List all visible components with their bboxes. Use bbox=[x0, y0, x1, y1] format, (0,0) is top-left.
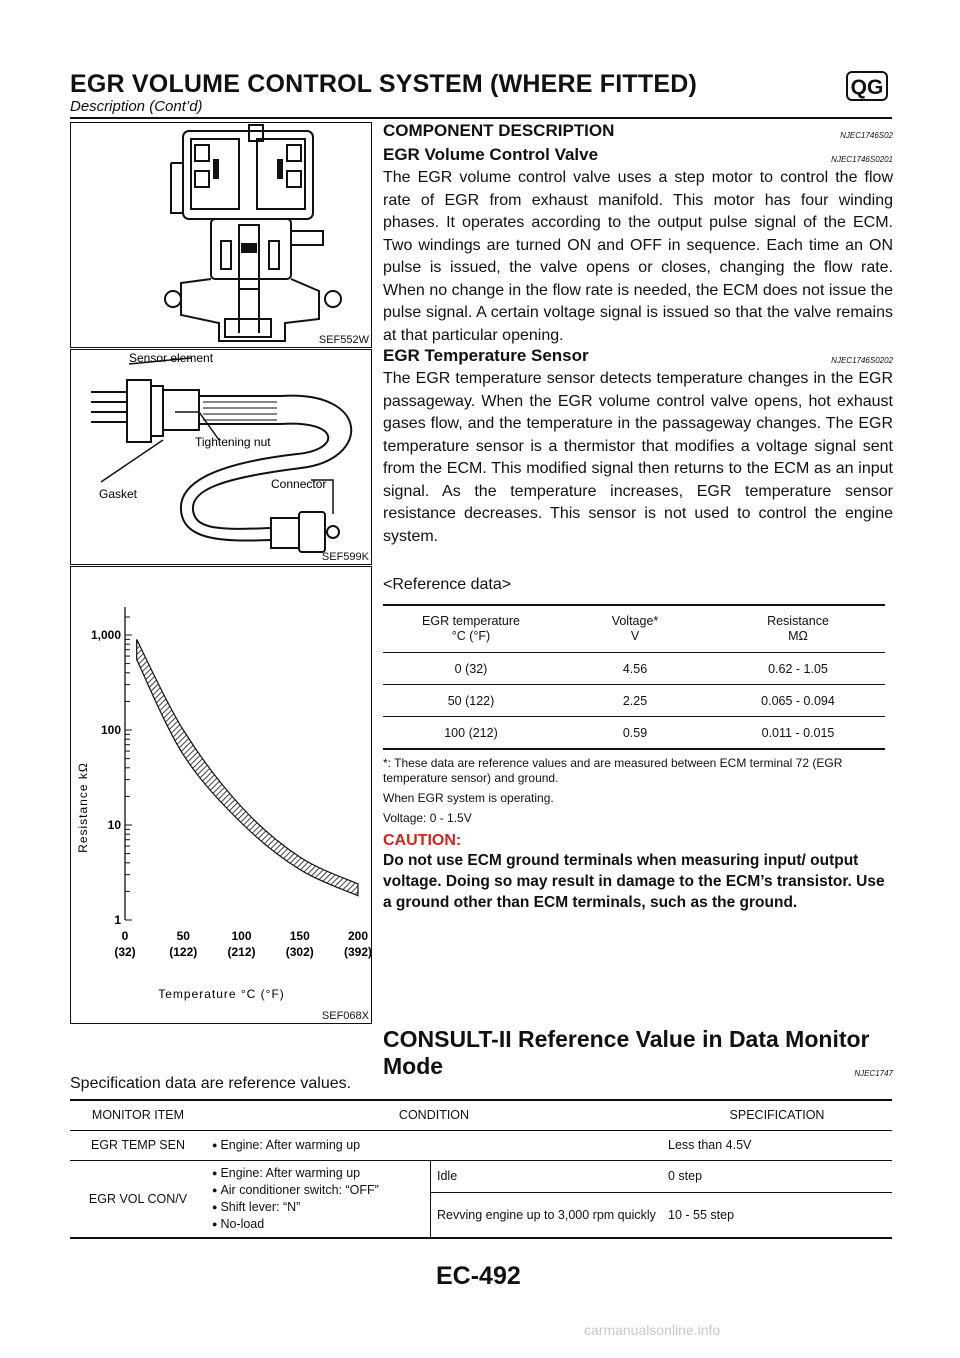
ref-col-resistance: Resistance MΩ bbox=[767, 614, 829, 643]
col-specification: SPECIFICATION bbox=[662, 1100, 892, 1130]
sensor-code: NJEC1746S0202 bbox=[831, 356, 893, 365]
ref-cell: 4.56 bbox=[559, 653, 711, 685]
table-row bbox=[70, 1160, 892, 1192]
sensor-description: The EGR temperature sensor detects temperature changes in the EGR passageway. When the EGR volume control valve opens, hot exhaust gases flow, and the temperature in the passageway changes. The EGR temperature sensor is a thermistor that modifies a voltage signal sent from the ECM. This modified signal then returns to the ECM as an input signal. As the temperature increases, EGR temperature sensor resistance decreases. This sensor is not used to control the engine system. bbox=[383, 370, 893, 545]
x-tick-sublabel: (122) bbox=[169, 945, 198, 959]
reference-heading: <Reference data> bbox=[383, 576, 512, 593]
callout-connector: Connector bbox=[271, 477, 327, 491]
spec-cell: Less than 4.5V bbox=[662, 1130, 892, 1160]
sensor-figure-label: SEF599K bbox=[321, 551, 369, 563]
valve-drawing bbox=[71, 123, 371, 347]
valve-description: The EGR volume control valve uses a step motor to control the flow rate of EGR from exhaust manifold. This motor has four winding phases. It operates according to the output pulse signal of the ECM. Two windings are turned ON and OFF in sequence. Each time an ON pulse is issued, the valve opens or closes, changing the flow rate. When no change in the flow rate is needed, the ECM does not issue the pulse signal. A certain voltage signal is issued so that the valve remains at that particular opening. bbox=[383, 169, 893, 344]
reference-table bbox=[383, 604, 885, 750]
ref-cell: 0.59 bbox=[559, 717, 711, 750]
page-subtitle: Description (Cont’d) bbox=[70, 98, 203, 115]
x-tick-label: 150 bbox=[289, 929, 310, 943]
sensor-heading: EGR Temperature Sensor bbox=[383, 346, 589, 365]
x-tick-sublabel: (32) bbox=[114, 945, 136, 959]
table-row bbox=[70, 1130, 892, 1160]
x-tick-sublabel: (212) bbox=[227, 945, 256, 959]
condition-cell: ● Engine: After warming up ● Air conditioner switch: “OFF” ● Shift lever: “N” ● No-load bbox=[206, 1160, 431, 1238]
col-monitor-item: MONITOR ITEM bbox=[70, 1100, 206, 1130]
ref-col-temperature: EGR temperature °C (°F) bbox=[422, 614, 520, 643]
ref-cell: 0.62 - 1.05 bbox=[711, 653, 885, 685]
ref-cell: 2.25 bbox=[559, 685, 711, 717]
page-title: EGR VOLUME CONTROL SYSTEM (WHERE FITTED) bbox=[70, 70, 697, 98]
component-description-section bbox=[383, 121, 893, 347]
valve-figure bbox=[70, 122, 372, 348]
spec-cell: 10 - 55 step bbox=[662, 1192, 892, 1238]
consult-heading: CONSULT-II Reference Value in Data Monitor Mode NJEC1747 bbox=[383, 1026, 893, 1079]
consult-code: NJEC1747 bbox=[854, 1069, 893, 1078]
page-number: EC-492 bbox=[436, 1262, 521, 1290]
resistance-chart bbox=[71, 567, 371, 1023]
consult-table-wrap bbox=[70, 1099, 892, 1239]
sensor-section bbox=[383, 346, 893, 548]
table-row bbox=[383, 685, 885, 717]
valve-figure-label: SEF552W bbox=[318, 334, 369, 346]
consult-table bbox=[70, 1099, 892, 1239]
monitor-item-cell: EGR TEMP SEN bbox=[70, 1130, 206, 1160]
graph-figure-label: SEF068X bbox=[321, 1010, 369, 1022]
x-tick-sublabel: (392) bbox=[343, 945, 371, 959]
reference-section bbox=[383, 576, 893, 913]
y-tick-label: 1,000 bbox=[90, 628, 121, 642]
y-axis-title: Resistance kΩ bbox=[76, 762, 90, 853]
reference-note-3: Voltage: 0 - 1.5V bbox=[383, 811, 472, 825]
y-tick-label: 10 bbox=[107, 818, 121, 832]
table-row bbox=[383, 717, 885, 750]
ref-cell: 50 (122) bbox=[383, 685, 559, 717]
ref-col-voltage: Voltage* V bbox=[611, 614, 659, 643]
y-tick-label: 1 bbox=[114, 913, 121, 927]
consult-intro: Specification data are reference values. bbox=[70, 1075, 352, 1092]
valve-code: NJEC1746S0201 bbox=[831, 155, 893, 164]
watermark: carmanualsonline.info bbox=[584, 1322, 721, 1338]
resistance-band bbox=[137, 639, 358, 895]
y-tick-label: 100 bbox=[100, 723, 121, 737]
sub-condition-cell: Revving engine up to 3,000 rpm quickly bbox=[431, 1192, 663, 1238]
col-condition: CONDITION bbox=[206, 1100, 662, 1130]
ref-cell: 100 (212) bbox=[383, 717, 559, 750]
callout-sensor-element: Sensor element bbox=[129, 351, 214, 365]
valve-heading: EGR Volume Control Valve bbox=[383, 145, 599, 164]
sensor-figure bbox=[70, 349, 372, 565]
header-rule bbox=[70, 117, 892, 119]
callout-gasket: Gasket bbox=[99, 487, 138, 501]
resistance-graph-figure bbox=[70, 566, 372, 1024]
component-description-code: NJEC1746S02 bbox=[840, 131, 893, 140]
x-tick-label: 100 bbox=[231, 929, 252, 943]
callout-tightening-nut: Tightening nut bbox=[195, 435, 271, 449]
x-axis-title: Temperature °C (°F) bbox=[158, 987, 285, 1001]
condition-cell: ● Engine: After warming up bbox=[206, 1130, 662, 1160]
reference-note-2: When EGR system is operating. bbox=[383, 791, 554, 805]
x-tick-label: 50 bbox=[176, 929, 190, 943]
sensor-drawing bbox=[71, 350, 371, 564]
component-description-heading: COMPONENT DESCRIPTION bbox=[383, 121, 615, 140]
x-tick-label: 200 bbox=[347, 929, 369, 943]
ref-cell: 0.065 - 0.094 bbox=[711, 685, 885, 717]
caution-heading: CAUTION: bbox=[383, 832, 462, 849]
consult-header-row bbox=[70, 1100, 892, 1130]
ref-cell: 0.011 - 0.015 bbox=[711, 717, 885, 750]
table-row bbox=[383, 653, 885, 685]
x-tick-label: 0 bbox=[121, 929, 129, 943]
ref-cell: 0 (32) bbox=[383, 653, 559, 685]
reference-header-row bbox=[383, 605, 885, 653]
x-tick-sublabel: (302) bbox=[285, 945, 314, 959]
sub-condition-cell: Idle bbox=[431, 1160, 663, 1192]
spec-cell: 0 step bbox=[662, 1160, 892, 1192]
monitor-item-cell: EGR VOL CON/V bbox=[70, 1160, 206, 1238]
engine-badge: QG bbox=[846, 71, 888, 101]
caution-text: Do not use ECM ground terminals when measuring input/ output voltage. Doing so may result in damage to the ECM’s transistor. Use a ground other than ECM terminals, such as the ground. bbox=[383, 852, 885, 911]
reference-note-1: *: These data are reference values and are measured between ECM terminal 72 (EGR temperature sensor) and ground. bbox=[383, 756, 843, 785]
